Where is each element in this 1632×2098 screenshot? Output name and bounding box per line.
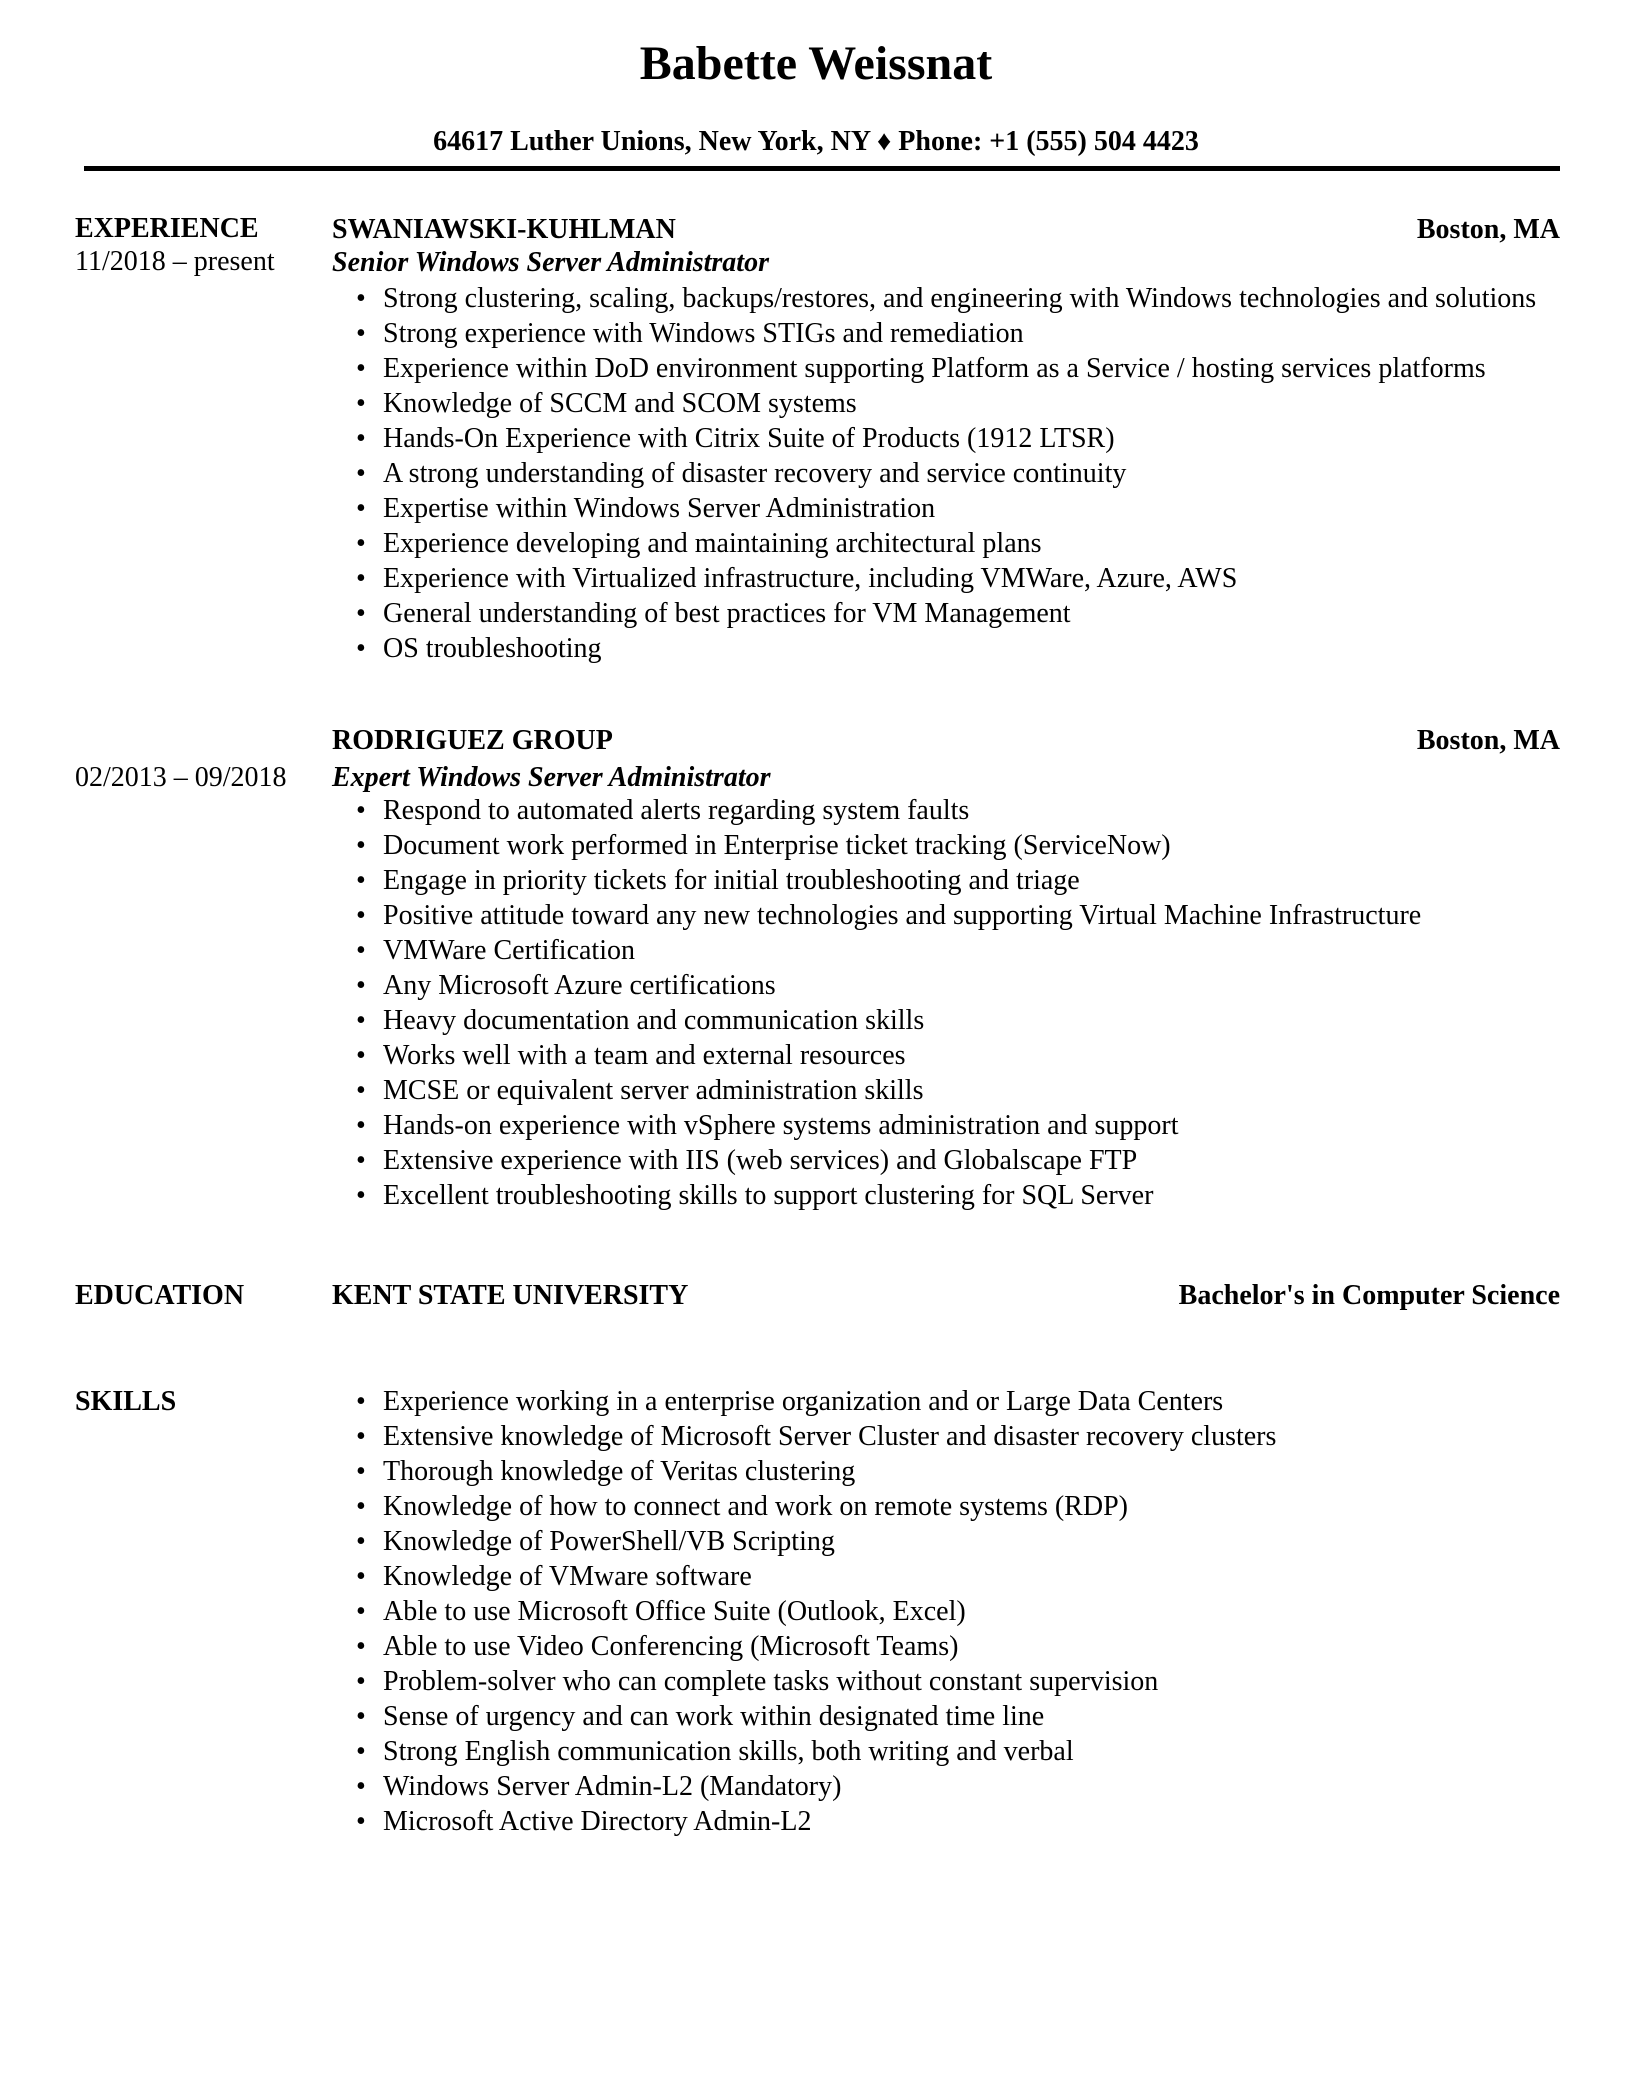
bullet-item: • Hands-on experience with vSphere systems administration and support xyxy=(356,1108,1566,1143)
education-section-label: EDUCATION xyxy=(75,1280,245,1311)
bullet-item: • Extensive experience with IIS (web services) and Globalscape FTP xyxy=(356,1143,1566,1178)
header-divider xyxy=(84,166,1560,171)
bullet-item: • Strong clustering, scaling, backups/restores, and engineering with Windows technologies and solutions xyxy=(356,281,1566,316)
bullet-item: • Works well with a team and external resources xyxy=(356,1038,1566,1073)
job1-dates: 11/2018 – present xyxy=(75,246,275,277)
education-school: KENT STATE UNIVERSITY xyxy=(332,1280,689,1311)
contact-line: 64617 Luther Unions, New York, NY ♦ Phone: +1 (555) 504 4423 xyxy=(433,126,1199,157)
bullet-item: • Sense of urgency and can work within designated time line xyxy=(356,1699,1566,1734)
bullet-item: • Engage in priority tickets for initial troubleshooting and triage xyxy=(356,863,1566,898)
bullet-item: • Microsoft Active Directory Admin-L2 xyxy=(356,1804,1566,1839)
bullet-item: • Hands-On Experience with Citrix Suite of Products (1912 LTSR) xyxy=(356,421,1566,456)
bullet-item: • Strong experience with Windows STIGs and remediation xyxy=(356,316,1566,351)
bullet-item: • Problem-solver who can complete tasks without constant supervision xyxy=(356,1664,1566,1699)
bullet-item: • Positive attitude toward any new technologies and supporting Virtual Machine Infrastructure xyxy=(356,898,1566,933)
job1-location: Boston, MA xyxy=(1416,214,1560,245)
bullet-item: • General understanding of best practices for VM Management xyxy=(356,596,1566,631)
experience-section-label: EXPERIENCE xyxy=(75,213,259,244)
job2-location: Boston, MA xyxy=(1416,725,1560,756)
bullet-item: • MCSE or equivalent server administration skills xyxy=(356,1073,1566,1108)
bullet-item: • Experience developing and maintaining architectural plans xyxy=(356,526,1566,561)
job1-bullet-list xyxy=(356,281,1566,666)
bullet-item: • Knowledge of VMware software xyxy=(356,1559,1566,1594)
bullet-item: • Experience within DoD environment supporting Platform as a Service / hosting services platforms xyxy=(356,351,1566,386)
bullet-item: • Extensive knowledge of Microsoft Server Cluster and disaster recovery clusters xyxy=(356,1419,1566,1454)
bullet-item: • Experience with Virtualized infrastructure, including VMWare, Azure, AWS xyxy=(356,561,1566,596)
bullet-item: • Respond to automated alerts regarding system faults xyxy=(356,793,1566,828)
bullet-item: • Excellent troubleshooting skills to support clustering for SQL Server xyxy=(356,1178,1566,1213)
education-degree: Bachelor's in Computer Science xyxy=(1178,1280,1560,1311)
bullet-item: • A strong understanding of disaster recovery and service continuity xyxy=(356,456,1566,491)
bullet-item: • OS troubleshooting xyxy=(356,631,1566,666)
job2-company: RODRIGUEZ GROUP xyxy=(332,725,613,756)
job1-company: SWANIAWSKI-KUHLMAN xyxy=(332,214,676,245)
job2-title: Expert Windows Server Administrator xyxy=(332,762,771,793)
bullet-item: • VMWare Certification xyxy=(356,933,1566,968)
skills-bullet-list xyxy=(356,1384,1566,1839)
bullet-item: • Experience working in a enterprise organization and or Large Data Centers xyxy=(356,1384,1566,1419)
bullet-item: • Windows Server Admin-L2 (Mandatory) xyxy=(356,1769,1566,1804)
bullet-item: • Expertise within Windows Server Administration xyxy=(356,491,1566,526)
candidate-name: Babette Weissnat xyxy=(639,37,993,90)
bullet-item: • Heavy documentation and communication skills xyxy=(356,1003,1566,1038)
bullet-item: • Any Microsoft Azure certifications xyxy=(356,968,1566,1003)
skills-section-label: SKILLS xyxy=(75,1386,177,1417)
bullet-item: • Knowledge of PowerShell/VB Scripting xyxy=(356,1524,1566,1559)
bullet-item: • Strong English communication skills, both writing and verbal xyxy=(356,1734,1566,1769)
bullet-item: • Document work performed in Enterprise ticket tracking (ServiceNow) xyxy=(356,828,1566,863)
bullet-item: • Able to use Microsoft Office Suite (Outlook, Excel) xyxy=(356,1594,1566,1629)
job1-title: Senior Windows Server Administrator xyxy=(332,247,769,278)
bullet-item: • Able to use Video Conferencing (Microsoft Teams) xyxy=(356,1629,1566,1664)
job2-dates: 02/2013 – 09/2018 xyxy=(75,762,287,793)
bullet-item: • Knowledge of how to connect and work on remote systems (RDP) xyxy=(356,1489,1566,1524)
bullet-item: • Thorough knowledge of Veritas clustering xyxy=(356,1454,1566,1489)
job2-bullet-list xyxy=(356,793,1566,1213)
bullet-item: • Knowledge of SCCM and SCOM systems xyxy=(356,386,1566,421)
